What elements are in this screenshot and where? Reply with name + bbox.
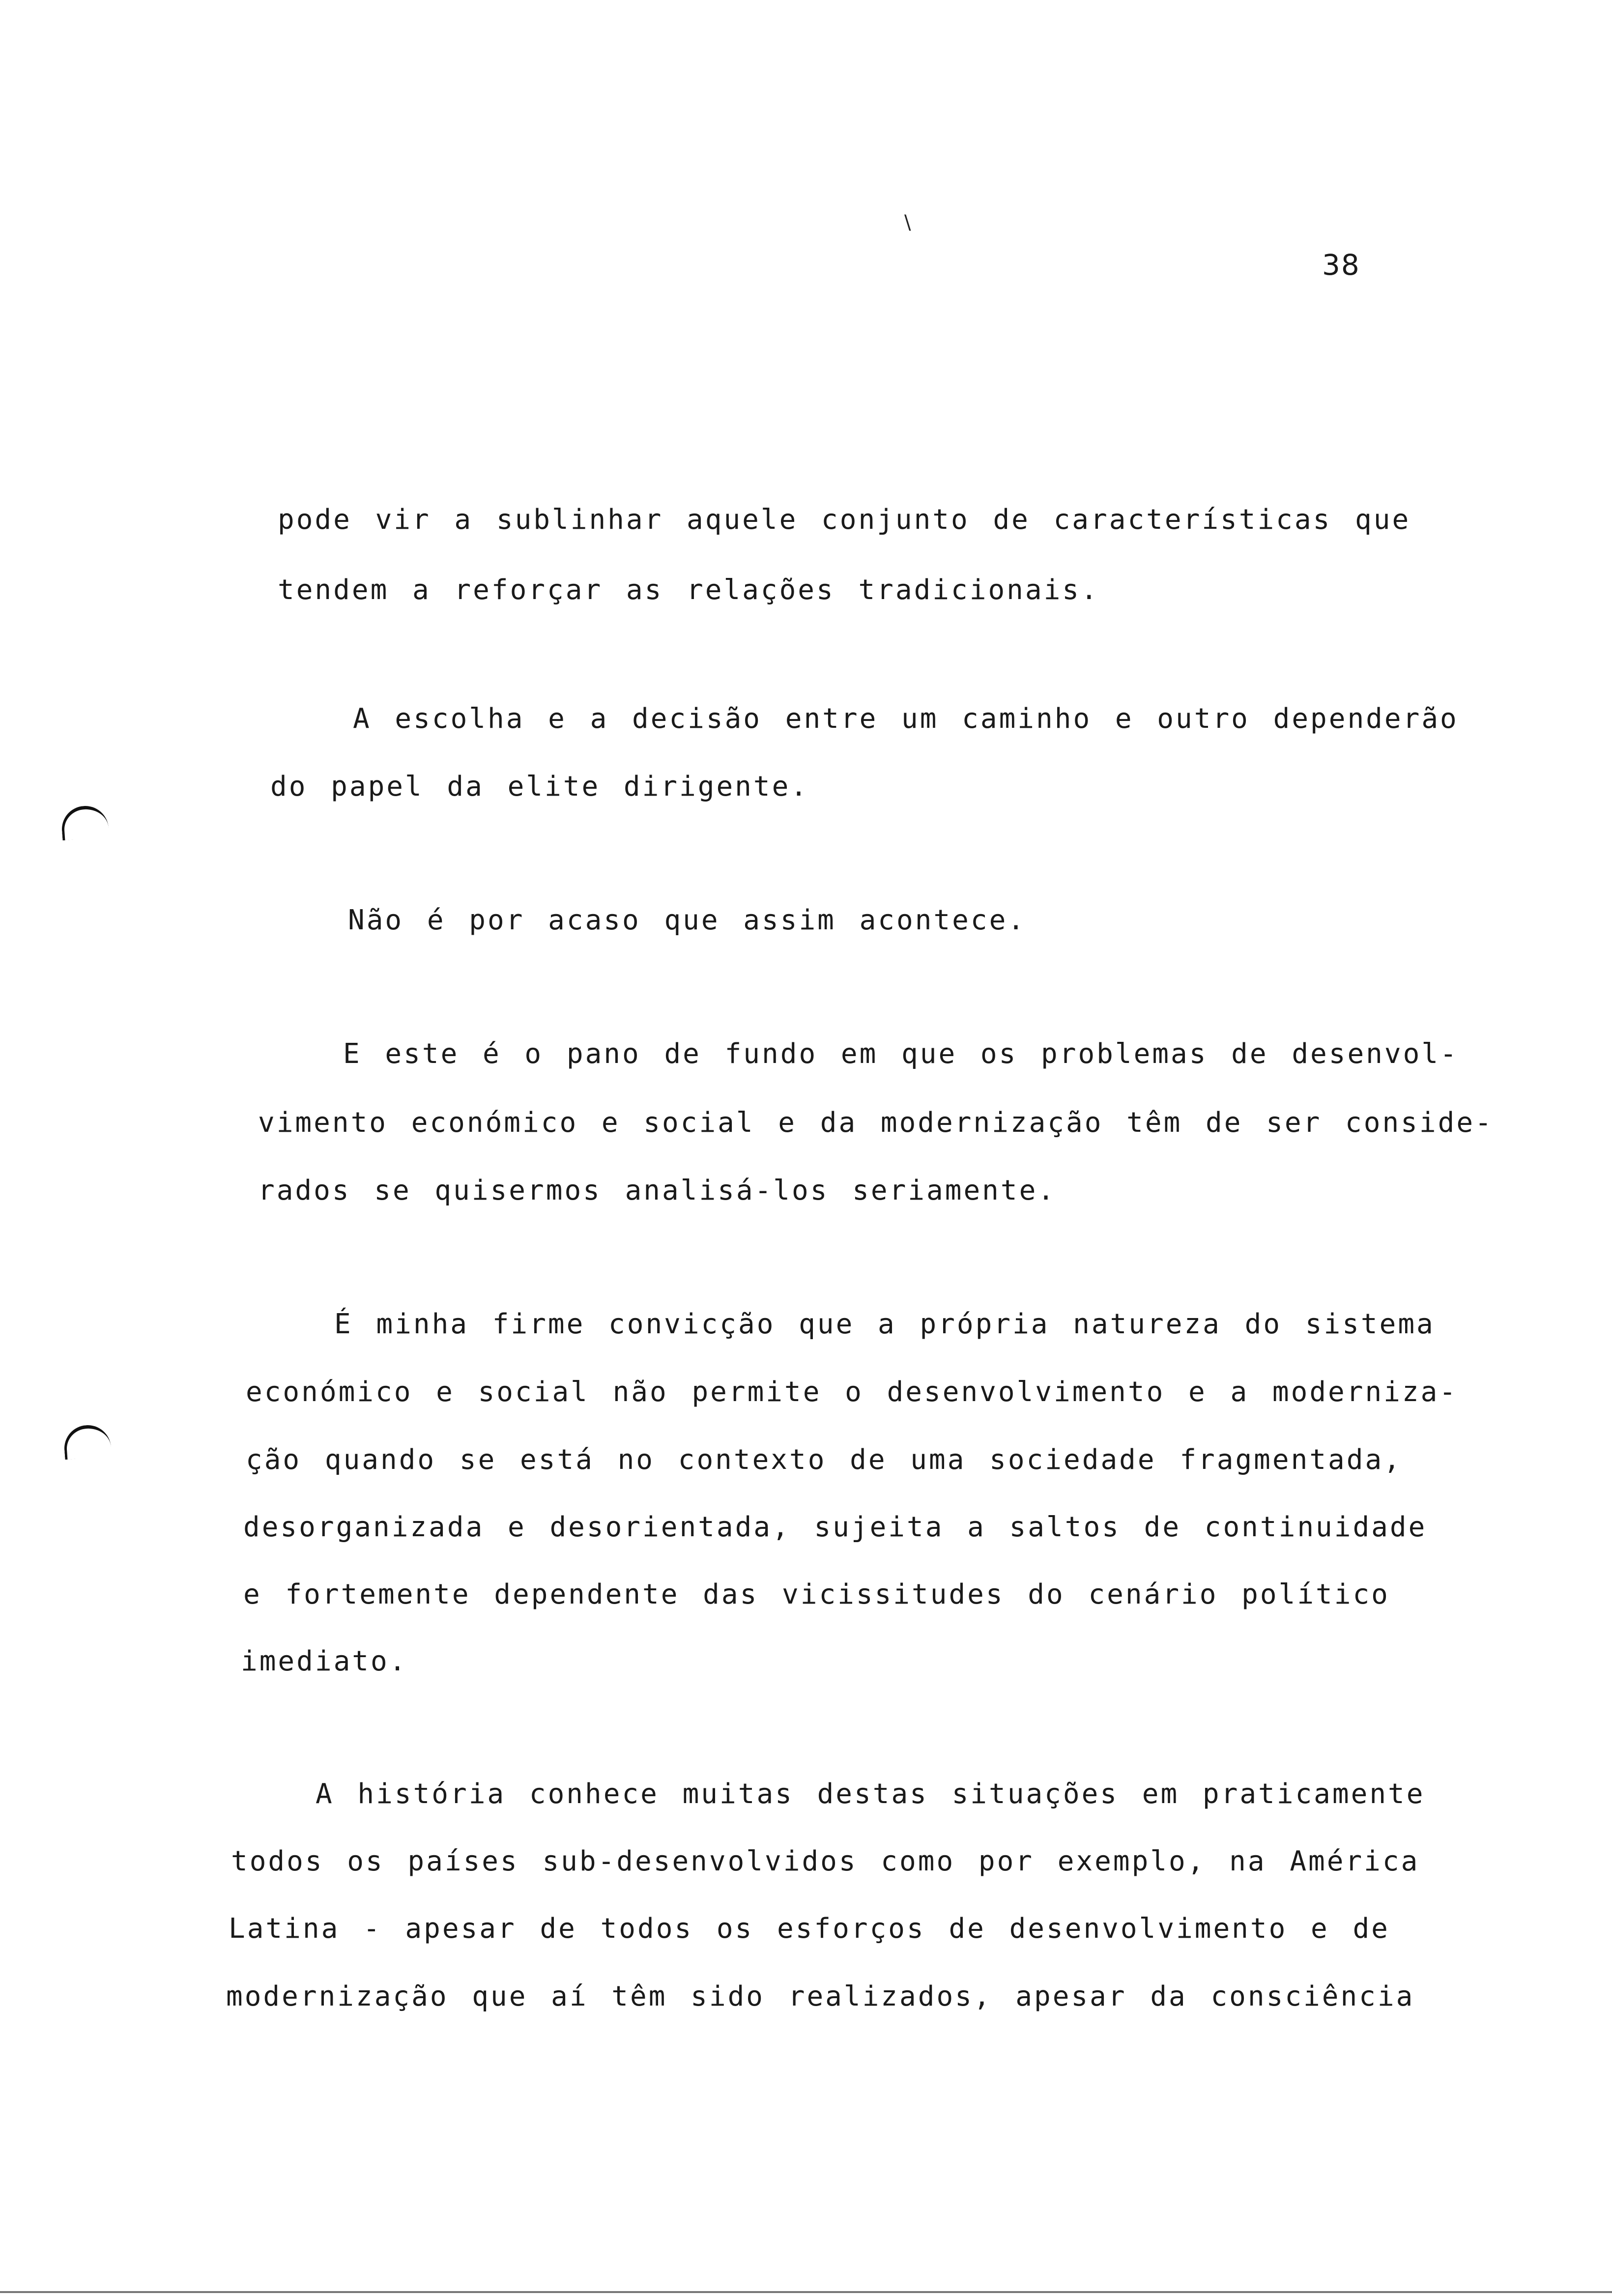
paragraph-line: ção quando se está no contexto de uma sociedade fragmentada,	[246, 1444, 1402, 1476]
paragraph-line: E este é o pano de fundo em que os problemas de desenvol-	[343, 1038, 1459, 1070]
binder-hole-mark	[60, 804, 109, 840]
paragraph-line: económico e social não permite o desenvolvimento e a moderniza-	[246, 1376, 1458, 1408]
paragraph-line: todos os países sub-desenvolvidos como por exemplo, na América	[231, 1845, 1420, 1877]
paragraph-line: pode vir a sublinhar aquele conjunto de características que	[278, 504, 1411, 536]
paragraph-line: Latina - apesar de todos os esforços de desenvolvimento e de	[229, 1913, 1390, 1945]
paragraph-line: desorganizada e desorientada, sujeita a saltos de continuidade	[243, 1511, 1427, 1543]
paragraph-line: imediato.	[241, 1645, 408, 1677]
paragraph-line: modernização que aí têm sido realizados, apesar da consciência	[226, 1980, 1415, 2012]
paragraph-line: Não é por acaso que assim acontece.	[348, 904, 1027, 936]
paragraph-line: É minha firme convicção que a própria natureza do sistema	[334, 1308, 1435, 1340]
paragraph-line: A escolha e a decisão entre um caminho e outro dependerão	[353, 703, 1459, 735]
page-number: 38	[1322, 248, 1360, 282]
paragraph-line: rados se quisermos analisá-los seriamente.	[258, 1175, 1057, 1206]
paragraph-line: e fortemente dependente das vicissitudes do cenário político	[243, 1578, 1390, 1610]
paragraph-line: A história conhece muitas destas situações em praticamente	[316, 1778, 1425, 1810]
paragraph-line: vimento económico e social e da modernização têm de ser conside-	[258, 1107, 1494, 1139]
binder-hole-mark	[63, 1424, 112, 1460]
paragraph-line: do papel da elite dirigente.	[270, 771, 809, 803]
paragraph-line: tendem a reforçar as relações tradicionais.	[278, 574, 1099, 606]
page-bottom-edge	[0, 2291, 1612, 2293]
scan-mark: \	[904, 211, 911, 234]
